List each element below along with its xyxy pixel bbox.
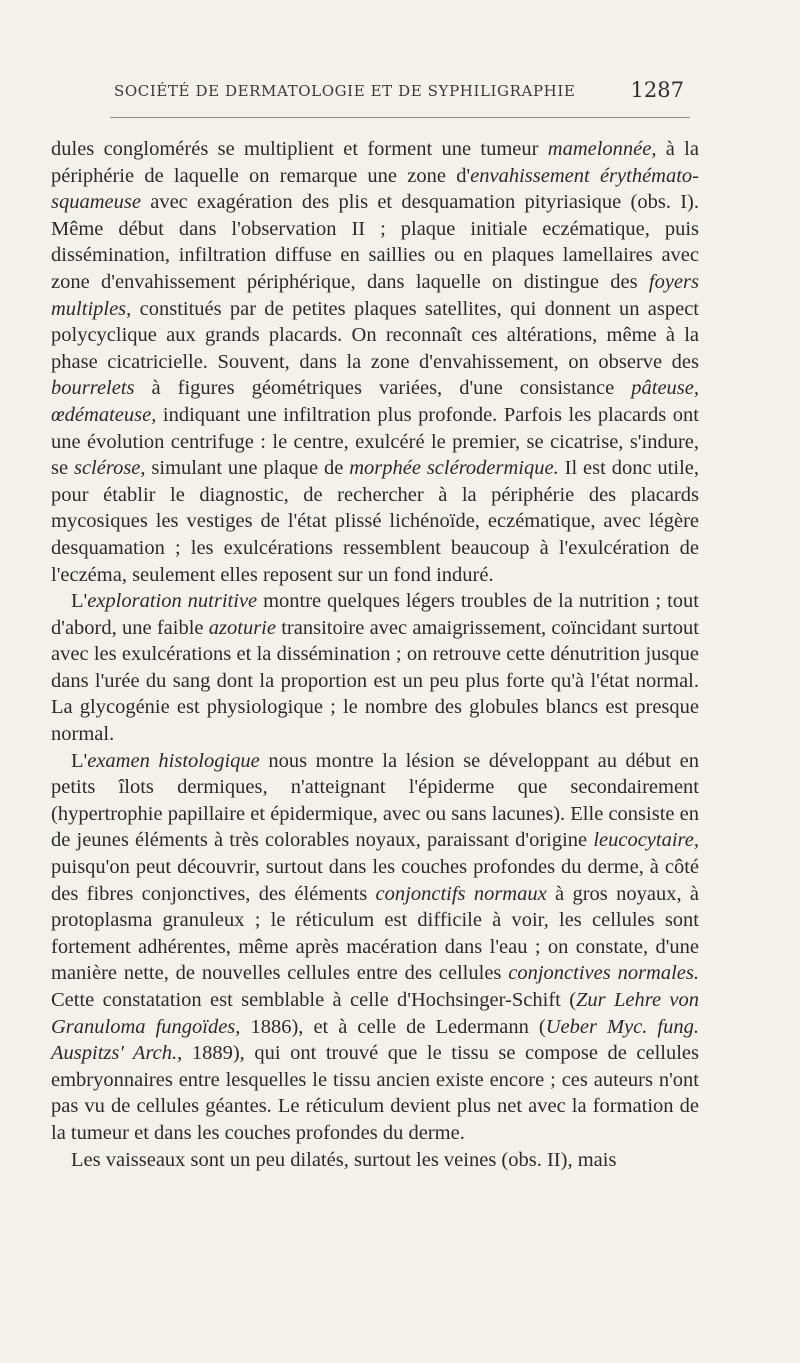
paragraph-4 [51, 1147, 699, 1174]
text-run: L' [71, 590, 88, 613]
text-run: 1889), qui ont trouvé que le tissu se compose de cellules embryonnaires entre lesquelles le tissu ancien existe encore ; ces auteurs n'ont pas vu de cellules géantes. Le réticulum devient plus net avec la formation de la tumeur et dans les couches profondes du derme. [51, 1042, 699, 1144]
italic-text-run: leucocytaire, [593, 829, 699, 852]
italic-text-run: Zur Lehre von Granuloma fungoïdes, [51, 989, 699, 1038]
text-run: à la périphérie de laquelle on remarque une zone d' [51, 138, 699, 187]
text-run: 1886), et à celle de Ledermann ( [240, 1015, 546, 1038]
text-run: Cette constatation est semblable à celle d'Hochsinger-Schift ( [51, 989, 577, 1011]
italic-text-run: foyers multiples, [51, 270, 699, 320]
text-run: à figures géométriques variées, d'une consistance [134, 377, 632, 400]
paragraph-2 [51, 588, 699, 748]
italic-text-run: mamelonnée, [547, 138, 657, 160]
text-run: transitoire avec amaigrissement, coïncidant surtout avec les exulcérations et la dissémination ; on retrouve cette dénutrition jusque dans l'urée du sang dont la proportion est un peu plus forte qu'à l'état normal. La glycogénie est physiologique ; le nombre des globules blancs est presque normal. [51, 616, 699, 746]
italic-text-run: envahissement érythémato-squameuse [51, 164, 699, 214]
italic-text-run: bourrelets [51, 377, 135, 400]
header-rule [110, 117, 690, 118]
italic-text-run: azoturie [208, 616, 276, 639]
text-run: simulant une plaque de [145, 457, 350, 480]
paragraph-1 [51, 136, 699, 588]
text-run: Les vaisseaux sont un peu dilatés, surtout les veines (obs. II), mais [71, 1148, 617, 1171]
body-text [51, 136, 699, 1173]
italic-text-run: morphée sclérodermique. [349, 457, 559, 480]
text-run: dules conglomérés se multiplient et forment une tumeur [51, 138, 548, 160]
text-run: à gros noyaux, à protoplasma granuleux ; le réticulum est difficile à voir, les cellules sont fortement adhérentes, même après macération dans l'eau ; on constate, d'une manière nette, de nouvelles cellules entre des cellules [51, 882, 699, 985]
text-run: indiquant une infiltration plus profonde. Parfois les placards ont une évolution centrifuge : le centre, exulcéré le premier, se cicatrise, s'indure, se [51, 403, 699, 480]
italic-text-run: exploration nutritive [87, 590, 258, 613]
italic-text-run: sclérose, [73, 457, 146, 480]
italic-text-run: examen histologique [87, 749, 260, 772]
text-run: Il est donc utile, pour établir le diagnostic, de rechercher à la périphérie des placards mycosiques les vestiges de l'état plissé lichénoïde, eczématique, avec légère desquamation ; les exulcérations ressemblent beaucoup à l'exulcération de l'eczéma, seulement elles reposent sur un fond induré. [51, 457, 699, 586]
italic-text-run: conjonctifs normaux [375, 882, 547, 905]
page-number: 1287 [630, 78, 684, 102]
page-header [114, 78, 684, 108]
text-run: L' [71, 749, 88, 772]
running-title: SOCIÉTÉ DE DERMATOLOGIE ET DE SYPHILIGRAPHIE [114, 82, 576, 100]
italic-text-run: Ueber Myc. fung. Auspitzs' Arch., [51, 1015, 700, 1065]
paragraph-3 [51, 748, 699, 1147]
text-run: avec exagération des plis et desquamation pityriasique (obs. I). Même début dans l'observation II ; plaque initiale eczématique, puis dissémination, infiltration diffuse en saillies ou en plaques lamellaires avec zone d'envahissement périphérique, dans laquelle on distingue des [51, 191, 699, 293]
text-run: constitués par de petites plaques satellites, qui donnent un aspect polycyclique aux grands placards. On reconnaît ces altérations, même à la phase cicatricielle. Souvent, dans la zone d'envahissement, on observe des [51, 297, 699, 373]
text-run: nous montre la lésion se développant au début en petits îlots dermiques, n'atteignant l'épiderme que secondairement (hypertrophie papillaire et épidermique, avec ou sans lacunes). Elle consiste en de jeunes éléments à très colorables noyaux, paraissant d'origine [51, 749, 699, 852]
italic-text-run: conjonctives normales. [508, 962, 699, 985]
text-run: montre quelques légers troubles de la nutrition ; tout d'abord, une faible [51, 590, 699, 639]
text-run: puisqu'on peut découvrir, surtout dans les couches profondes du derme, à côté des fibres conjonctives, des éléments [51, 856, 699, 905]
italic-text-run: pâteuse, œdémateuse, [51, 377, 699, 426]
